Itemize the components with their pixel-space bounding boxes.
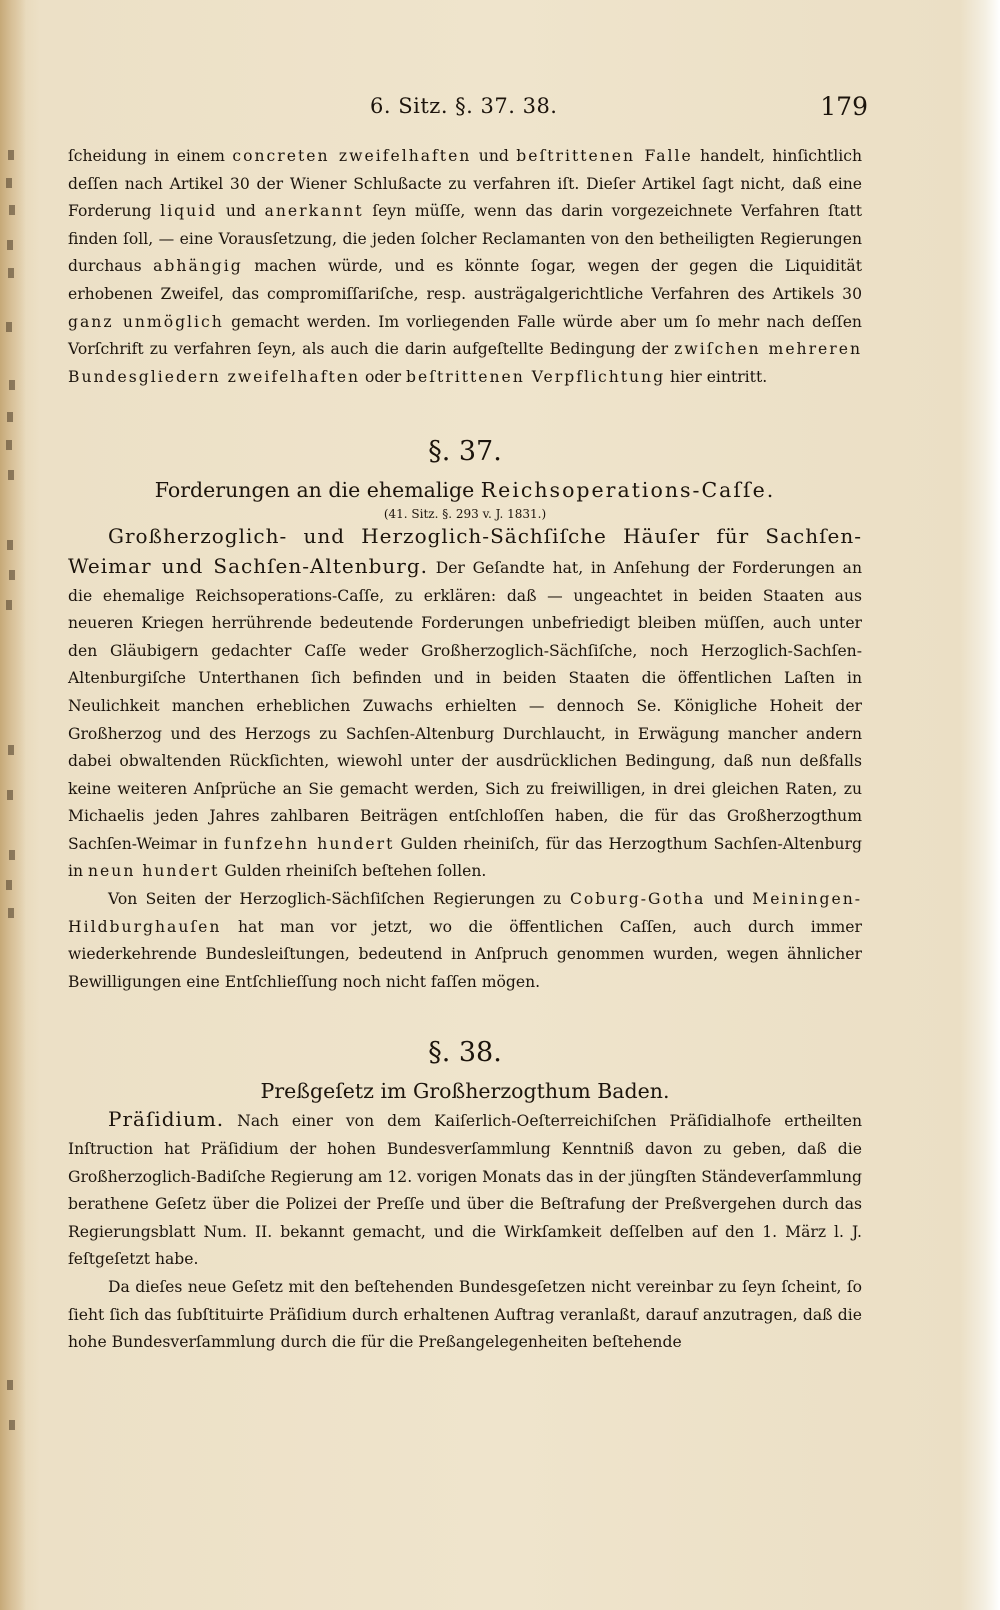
text-run: hier eintritt. xyxy=(665,367,768,386)
text-run: gemacht werden. Im vorliegenden Falle würde aber um ſo mehr nach deſſen Vorſchrift zu verfahren ſeyn, als auch die darin aufgeſtellte Bedingung der xyxy=(68,312,862,359)
section-title xyxy=(68,475,862,505)
gutter-mark xyxy=(6,600,12,610)
gutter-mark xyxy=(7,790,13,800)
section-heading: §. 38. xyxy=(428,1037,502,1069)
text-run: und xyxy=(705,890,753,909)
gutter-mark xyxy=(7,240,13,250)
page-header xyxy=(0,94,1000,134)
emphasis: anerkannt xyxy=(264,202,364,221)
paragraph xyxy=(68,1106,862,1274)
paragraph xyxy=(68,1274,862,1357)
gutter-mark xyxy=(6,440,12,450)
emphasis: zwiſchen mehreren Bundesgliedern zweifelhaften xyxy=(68,340,862,386)
emphasis: beſtrittenen Falle xyxy=(516,147,693,165)
text-run: ſeyn müſſe, wenn das darin vorgezeichnete Verfahren ſtatt finden ſoll, — eine Vorausſetzung, die jeden ſolcher Reclamanten von den betheiligten Regierungen durchaus xyxy=(68,202,863,276)
text-run: ſcheidung in einem xyxy=(68,147,233,165)
speaker-lead: Präſidium. xyxy=(108,1107,225,1132)
text-run: und xyxy=(471,147,517,165)
text-run: Da dieſes neue Geſetz mit den beſtehenden Bundesgeſetzen nicht vereinbar zu ſeyn ſcheint, ſo ſieht ſich das ſubſtituirte Präſidium durch erhaltenen Auftrag veranlaßt, darauf anzutragen, daß die hohe Bundesverſammlung durch die für die Preßangelegenheiten beſtehende xyxy=(68,1278,862,1352)
text-run: machen würde, und es könnte ſogar, wegen der gegen die Liquidität erhobenen Zweifel, das compromiſſariſche, resp. austrägalgerichtliche Verfahren des Artikels 30 xyxy=(68,257,862,303)
gutter-mark xyxy=(7,1380,13,1390)
gutter-mark xyxy=(8,745,14,755)
emphasis: liquid xyxy=(160,202,218,221)
paragraph-continuation xyxy=(68,143,862,391)
gutter-mark xyxy=(9,1420,15,1430)
emphasis: beſtrittenen Verpflichtung xyxy=(406,367,666,386)
title-run: Forderungen an die ehemalige xyxy=(154,478,481,503)
section-heading: §. 37. xyxy=(428,436,502,468)
running-head: 6. Sitz. §. 37. 38. xyxy=(370,94,558,118)
emphasis: concreten zweifelhaften xyxy=(232,147,472,165)
gutter-mark xyxy=(9,570,15,580)
text-run: Nach einer von dem Kaiſerlich-Oeſterreichiſchen Präſidialhofe ertheilten Inſtruction hat Präſidium der hohen Bundesverſammlung Kenntniß davon zu geben, daß die Großherzoglich-Badiſche Regierung am 12. vorigen Monats das in der jüngſten Ständeverſammlung berathene Geſetz über die Polizei der Preſſe und über die Beſtrafung der Preßvergehen durch das Regierungsblatt Num. II. bekannt gemacht, und die Wirkſamkeit deſſelben auf den 1. März l. J. feſtgeſetzt habe. xyxy=(68,1112,862,1269)
gutter-mark xyxy=(8,268,14,278)
gutter-mark xyxy=(8,470,14,480)
gutter-mark xyxy=(8,150,14,160)
text-run: und xyxy=(217,202,265,221)
gutter-mark xyxy=(7,412,13,422)
gutter-mark xyxy=(9,205,15,215)
text-run: hat man vor jetzt, wo die öffentlichen Caſſen, auch durch immer wiederkehrende Bundesleiſtungen, bedeutend in Anſpruch genommen wurden, wegen ähnlicher Bewilligungen eine Entſchlieſſung noch nicht faſſen mögen. xyxy=(68,917,862,991)
page-content xyxy=(68,143,862,1357)
text-run: Der Geſandte hat, in Anſehung der Forderungen an die ehemalige Reichsoperations-Caſſe, zu erklären: daß — ungeachtet in beiden Staaten aus neueren Kriegen herrührende bedeutende Forderungen unbefriedigt bleiben müſſen, auch unter den Gläubigern gedachter Caſſe weder Großherzoglich-Sächſiſche, noch Herzoglich-Sachſen-Altenburgiſche Unterthanen ſich befinden und in beiden Staaten die öffentlichen Laſten in Neulichkeit manchen erheblichen Zuwachs erhielten — dennoch Se. Königliche Hoheit der Großherzog und des Herzogs zu Sachſen-Altenburg Durchlaucht, in Erwägung mancher andern dabei obwaltenden Rückſichten, wiewohl unter der ausdrücklichen Bedingung, daß nun deßfalls keine weiteren Anſprüche an Sie gemacht werden, Sich zu freiwilligen, in drei gleichen Raten, zu Michaelis jeden Jahres zahlbaren Beiträgen entſchloſſen haben, die für das Großherzogthum Sachſen-Weimar in xyxy=(68,558,862,853)
gutter-mark xyxy=(9,850,15,860)
section-38 xyxy=(68,1036,862,1356)
gutter-mark xyxy=(6,880,12,890)
emphasis: Meiningen-Hildburghauſen xyxy=(68,890,863,936)
emphasis: funfzehn hundert xyxy=(224,834,395,853)
binding-gutter xyxy=(0,0,26,1610)
page-number: 179 xyxy=(820,92,868,121)
emphasis: abhängig xyxy=(153,257,243,276)
gutter-mark xyxy=(8,908,14,918)
paragraph xyxy=(68,886,862,996)
text-run: handelt, hinſichtlich deſſen nach Artikel 30 der Wiener Schlußacte zu verfahren iſt. Dieſer Artikel ſagt nicht, daß eine Forderung xyxy=(68,147,863,221)
emphasis: neun hundert xyxy=(88,862,220,881)
paragraph xyxy=(68,523,862,886)
gutter-mark xyxy=(9,380,15,390)
gutter-mark xyxy=(6,178,12,188)
title-emphasis: Reichsoperations-Caſſe. xyxy=(480,478,776,503)
emphasis: Coburg-Gotha xyxy=(569,890,706,909)
gutter-mark xyxy=(7,540,13,550)
section-citation: (41. Sitz. §. 293 v. J. 1831.) xyxy=(383,507,547,522)
gutter-mark xyxy=(6,322,12,332)
text-run: Gulden rheiniſch beſtehen ſollen. xyxy=(219,862,487,881)
text-run: Von Seiten der Herzoglich-Sächſiſchen Regierungen zu xyxy=(108,890,570,909)
emphasis: ganz unmöglich xyxy=(68,312,224,331)
speaker-lead: Großherzoglich- und Herzoglich-Sächſiſche Häuſer für Sachſen-Weimar und Sachſen-Altenburg. xyxy=(68,524,862,578)
text-run: Gulden rheiniſch, für das Herzogthum Sachſen-Altenburg in xyxy=(68,834,862,881)
text-run: oder xyxy=(360,367,406,386)
section-title: Preßgeſetz im Großherzogthum Baden. xyxy=(260,1079,670,1104)
section-37 xyxy=(68,435,862,996)
